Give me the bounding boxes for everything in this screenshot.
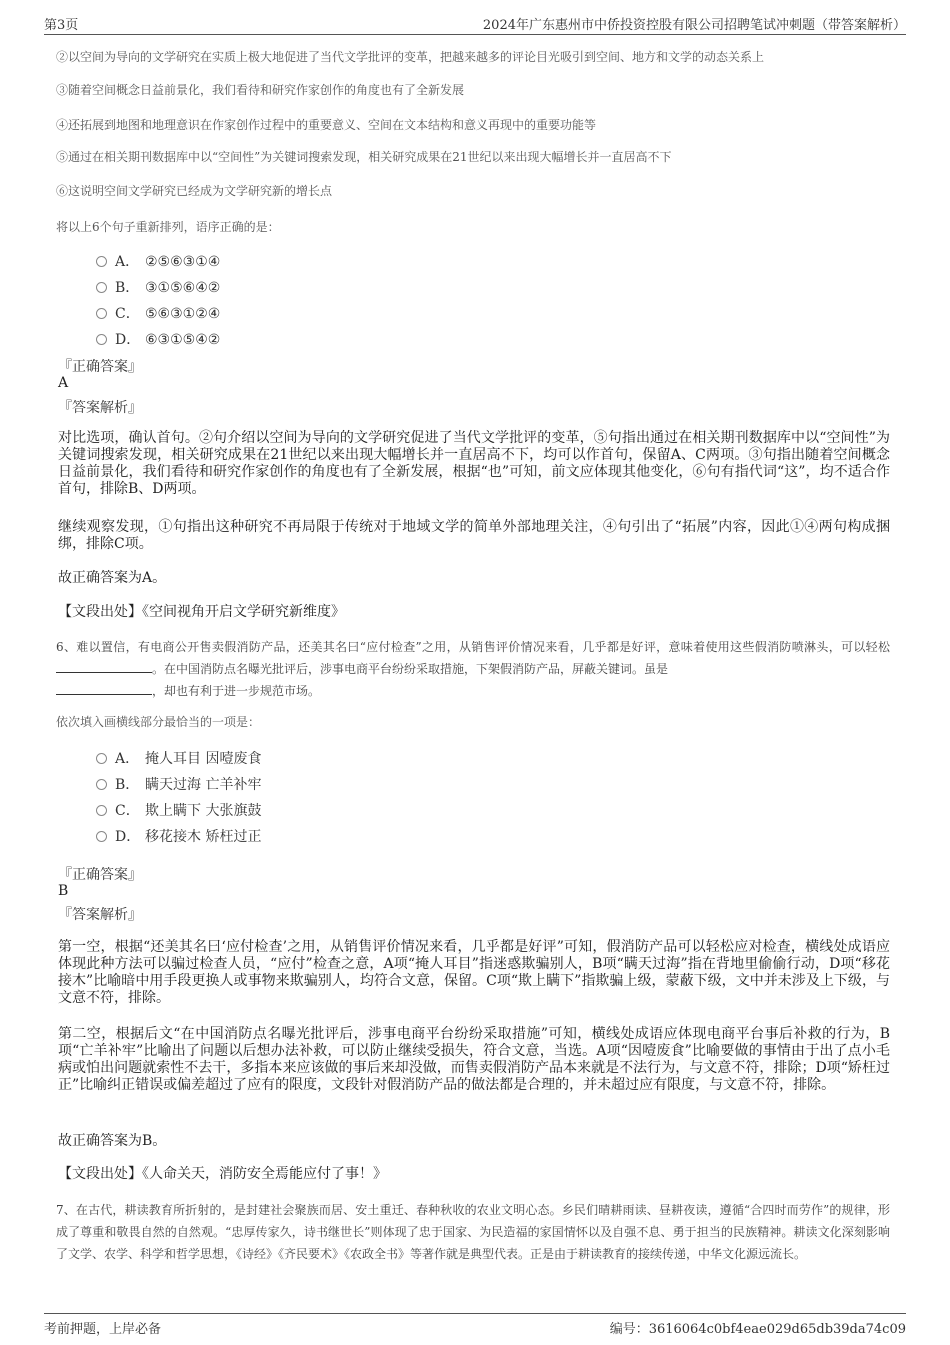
- q6-stem: 6、难以置信，有电商公开售卖假消防产品，还美其名曰“应付检查”之用，从销售评价情况来看，几乎都是好评，意味着使用这些假消防喷淋头，可以轻松 。在中国消防点名曝光批评后，涉事电商平台纷纷采取措施，下架假消防产品，屏蔽关键词。虽是 ，却也有利于进一步规范市场。: [56, 640, 890, 698]
- q6-analysis-p1: 第一空，根据“还美其名曰‘应付检查’之用，从销售评价情况来看，几乎都是好评”可知，假消防产品可以轻松应对检查，横线处成语应体现此种方法可以骗过检查人员，“应付”检查之意，A项“掩人耳目”指迷惑欺骗别人，B项“瞒天过海”指在背地里偷偷行动，D项“移花接木”比喻暗中用手段更换人或事物来欺骗别人，均符合文意，保留。C项“欺上瞒下”指欺骗上级，蒙蔽下级，文中并未涉及上下级，与文意不符，排除。: [58, 939, 890, 1006]
- q6-option-c[interactable]: C． 欺上瞒下 大张旗鼓: [96, 800, 261, 820]
- page-number: 第3页: [44, 18, 79, 33]
- q6-blank-1[interactable]: [56, 660, 152, 673]
- q6-analysis-p2: 第二空，根据后文“在中国消防点名曝光批评后，涉事电商平台纷纷采取措施”可知，横线处成语应体现电商平台事后补救的行为，B项“亡羊补牢”比喻出了问题以后想办法补救，可以防止继续受损失，符合文意，当选。A项“因噎废食”比喻要做的事情由于出了点小毛病或怕出问题就索性不去干，多指本来应该做的事后来却没做，而售卖假消防产品本来就是不法行为，与文意不符，排除；D项“矫枉过正”比喻纠正错误或偏差超过了应有的限度，文段针对假消防产品的做法都是合理的，并未超过应有限度，与文意不符，排除。: [58, 1026, 890, 1093]
- q6-option-d[interactable]: D． 移花接木 矫枉过正: [96, 826, 261, 846]
- statement-6: ⑥这说明空间文学研究已经成为文学研究新的增长点: [56, 184, 333, 198]
- radio-icon[interactable]: [96, 282, 107, 293]
- radio-icon[interactable]: [96, 753, 107, 764]
- statement-5: ⑤通过在相关期刊数据库中以“空间性”为关键词搜索发现，相关研究成果在21世纪以来出现大幅增长并一直居高不下: [56, 150, 672, 164]
- statement-4: ④还拓展到地图和地理意识在作家创作过程中的重要意义、空间在文本结构和意义再现中的重要功能等: [56, 118, 597, 132]
- q7-stem: 7、在古代，耕读教育所折射的，是封建社会聚族而居、安土重迁、春种秋收的农业文明心态。乡民们晴耕雨读、昼耕夜读，遵循“合四时而劳作”的规律，形成了尊重和敬畏自然的自然观。“忠厚传家久，诗书继世长”则体现了忠于国家、为民造福的家国情怀以及自强不息、勇于担当的民族精神。耕读文化深刻影响了文学、农学、科学和哲学思想，《诗经》《齐民要术》《农政全书》等著作就是典型代表。正是由于耕读教育的接续传递，中华文化源远流长。: [56, 1203, 890, 1261]
- q5-analysis-p1: 对比选项，确认首句。②句介绍以空间为导向的文学研究促进了当代文学批评的变革，⑤句指出通过在相关期刊数据库中以“空间性”为关键词搜索发现，相关研究成果在21世纪以来出现大幅增长并一直居高不下，均可以作首句，保留A、C两项。③句指出随着空间概念日益前景化，我们看待和研究作家创作的角度也有了全新发展，根据“也”可知，前文应体现其他变化，⑥句有指代词“这”，均不适合作首句，排除B、D两项。: [58, 430, 890, 497]
- q5-source: 【文段出处】《空间视角开启文学研究新维度》: [58, 604, 345, 620]
- q5-option-a[interactable]: A． ②⑤⑥③①④: [96, 251, 220, 271]
- q5-answer-label: 『正确答案』: [58, 359, 142, 375]
- q6-option-b[interactable]: B． 瞒天过海 亡羊补牢: [96, 774, 261, 794]
- page-footer: [44, 1313, 906, 1336]
- document-title: 2024年广东惠州市中侨投资控股有限公司招聘笔试冲刺题（带答案解析）: [482, 18, 906, 33]
- q6-answer-label: 『正确答案』: [58, 867, 142, 883]
- q5-answer: A: [58, 375, 69, 391]
- q6-answer: B: [58, 883, 69, 899]
- footer-slogan: 考前押题，上岸必备: [44, 1322, 162, 1337]
- radio-icon[interactable]: [96, 256, 107, 267]
- statement-3: ③随着空间概念日益前景化，我们看待和研究作家创作的角度也有了全新发展: [56, 83, 465, 97]
- q6-source: 【文段出处】《人命关天，消防安全焉能应付了事！》: [58, 1166, 387, 1182]
- q5-analysis-label: 『答案解析』: [58, 400, 142, 416]
- radio-icon[interactable]: [96, 334, 107, 345]
- page-header: [44, 14, 906, 35]
- q5-option-d[interactable]: D． ⑥③①⑤④②: [96, 329, 220, 349]
- q5-option-b[interactable]: B． ③①⑤⑥④②: [96, 277, 220, 297]
- document-id: 编号：3616064c0bf4eae029d65db39da74c09: [609, 1322, 906, 1337]
- q5-conclusion: 故正确答案为A。: [58, 570, 167, 586]
- q5-option-c[interactable]: C． ⑤⑥③①②④: [96, 303, 220, 323]
- q6-prompt: 依次填入画横线部分最恰当的一项是：: [56, 715, 261, 729]
- q6-analysis-label: 『答案解析』: [58, 907, 142, 923]
- radio-icon[interactable]: [96, 831, 107, 842]
- radio-icon[interactable]: [96, 779, 107, 790]
- q5-analysis-p2: 继续观察发现，①句指出这种研究不再局限于传统对于地域文学的简单外部地理关注，④句引出了“拓展”内容，因此①④两句构成捆绑，排除C项。: [58, 519, 890, 552]
- q5-prompt: 将以上6个句子重新排列，语序正确的是：: [56, 220, 280, 234]
- radio-icon[interactable]: [96, 805, 107, 816]
- q6-option-a[interactable]: A． 掩人耳目 因噎废食: [96, 748, 261, 768]
- radio-icon[interactable]: [96, 308, 107, 319]
- q6-blank-2[interactable]: [56, 682, 152, 695]
- q6-conclusion: 故正确答案为B。: [58, 1133, 167, 1149]
- statement-2: ②以空间为导向的文学研究在实质上极大地促进了当代文学批评的变革，把越来越多的评论目光吸引到空间、地方和文学的动态关系上: [56, 50, 765, 64]
